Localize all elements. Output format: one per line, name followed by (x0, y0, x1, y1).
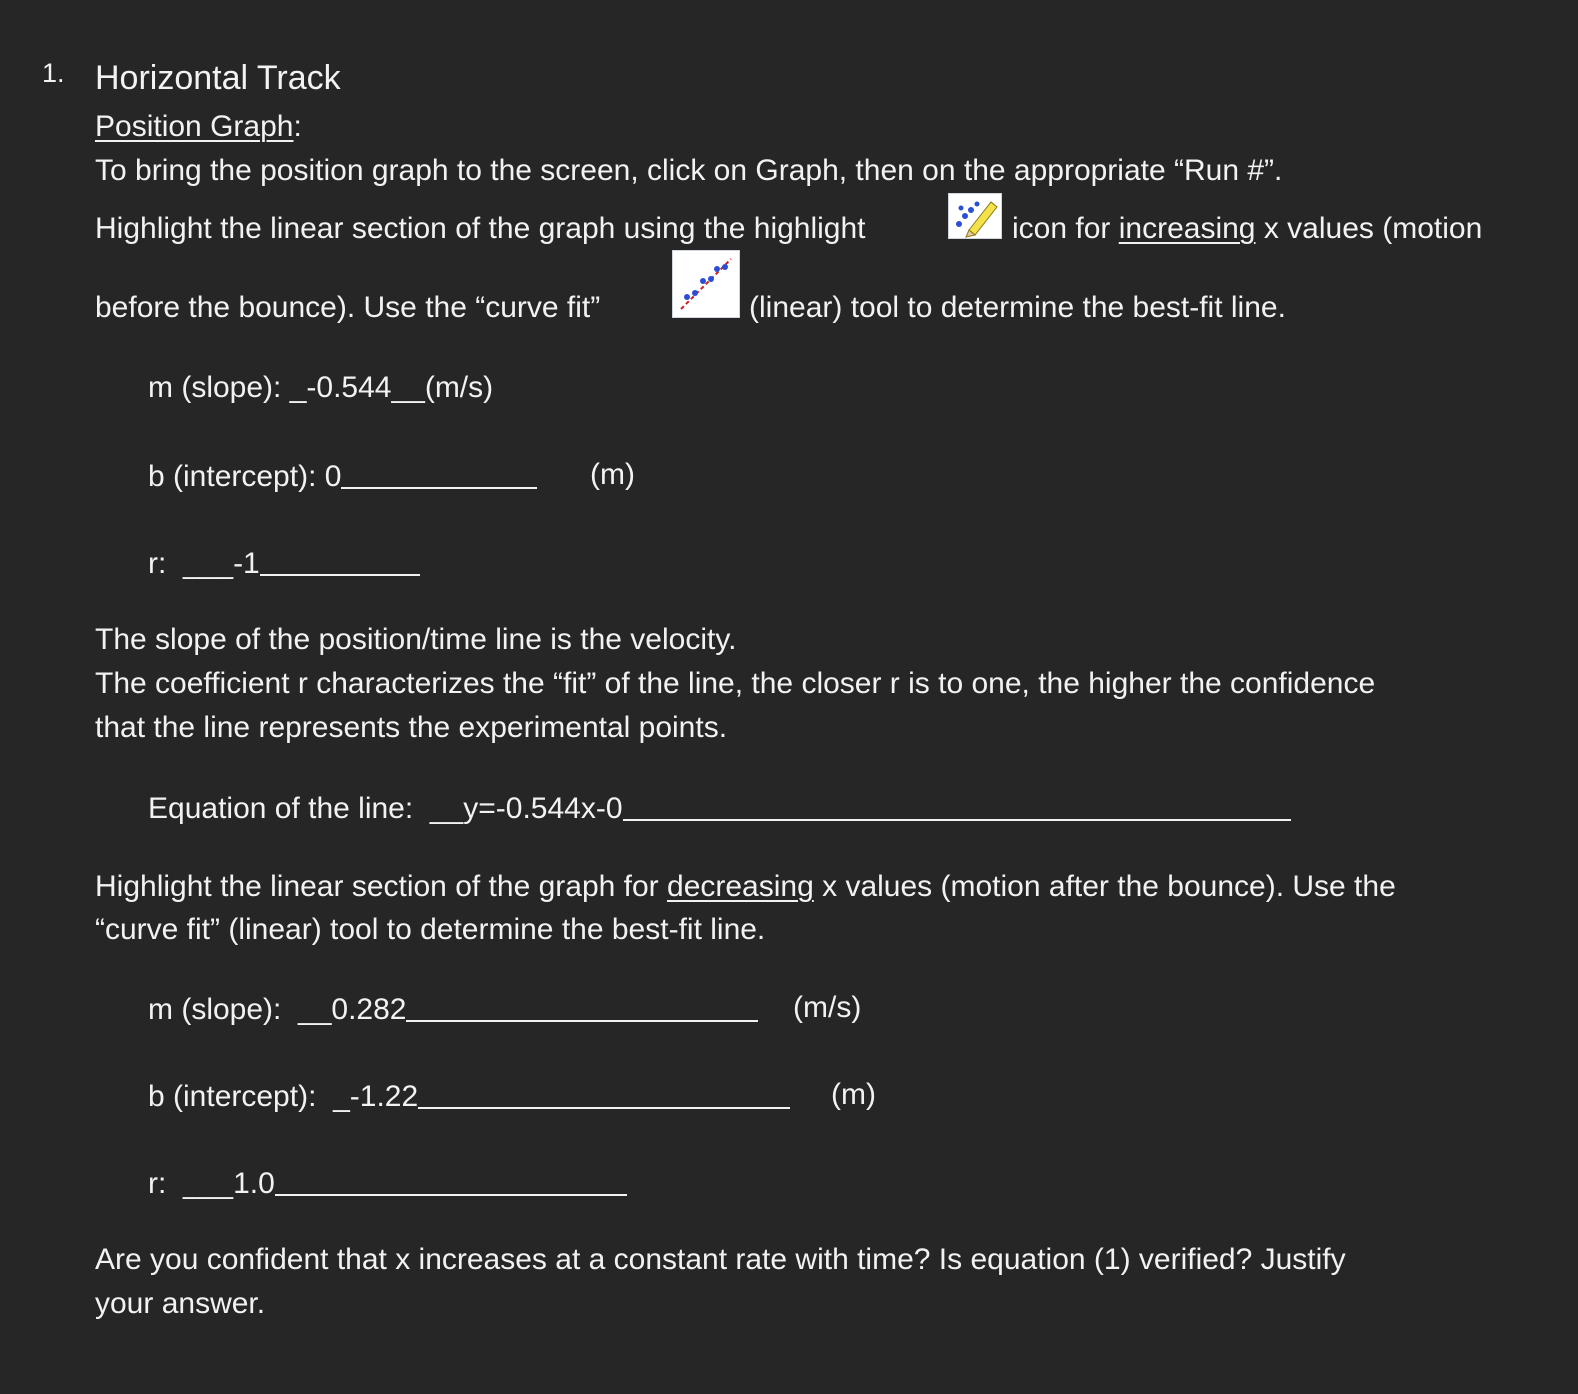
fit2-intercept-blank (418, 1077, 790, 1109)
fit2-r-blank (275, 1164, 627, 1196)
para2-line1: The slope of the position/time line is the velocity. (95, 623, 737, 656)
fit2-intercept-pre: _ (333, 1080, 350, 1113)
fit2-intercept-value: -1.22 (349, 1080, 419, 1113)
fit1-r-pre: ___ (183, 547, 234, 580)
equation-value: y=-0.544x-0 (463, 792, 623, 825)
para1-line3-b: (linear) tool to determine the best-fit line. (749, 291, 1286, 324)
para1-line2-c: x values (motion (1263, 212, 1483, 245)
para1-line3-a: before the bounce). Use the “curve fit” (95, 291, 601, 324)
fit1-r-label: r: (148, 547, 167, 580)
fit2-slope-label: m (slope): (148, 993, 282, 1026)
para1-line1: To bring the position graph to the screen, click on Graph, then on the appropriate “Run #”. (95, 154, 1283, 187)
section-title: Horizontal Track (95, 59, 341, 97)
highlight-pencil-icon (948, 193, 1002, 239)
para1-line2-a: Highlight the linear section of the graph using the highlight (95, 212, 866, 245)
increasing-word: increasing (1118, 212, 1256, 245)
subtitle-colon: : (293, 110, 302, 143)
fit2-slope-unit: (m/s) (793, 991, 862, 1024)
fit2-slope-row (148, 990, 758, 1028)
fit2-slope-pre: __ (298, 993, 332, 1026)
fit2-intercept-unit: (m) (831, 1078, 876, 1111)
subtitle: Position Graph (95, 110, 294, 143)
fit1-slope-value: _-0.544__ (289, 371, 425, 404)
fit2-intercept-row (148, 1077, 790, 1115)
fit2-r-value: 1.0 (233, 1167, 275, 1200)
fit1-slope-row (148, 370, 493, 406)
curve-fit-icon (672, 250, 740, 318)
para3-line1-b: x values (motion after the bounce). Use the (822, 870, 1396, 903)
fit1-r-value: -1 (233, 547, 260, 580)
para3-line1 (95, 869, 1396, 905)
equation-blank (623, 789, 1291, 821)
fit2-intercept-label: b (intercept): (148, 1080, 317, 1113)
fit1-intercept-blank (341, 457, 537, 489)
para1-line2-b: icon for (1012, 212, 1111, 245)
para3-line2: “curve fit” (linear) tool to determine the best-fit line. (95, 913, 766, 946)
fit1-intercept-label: b (intercept): (148, 460, 317, 493)
fit2-r-row (148, 1164, 627, 1202)
fit1-r-blank (260, 544, 420, 576)
para4-line1: Are you confident that x increases at a constant rate with time? Is equation (1) verified? Justify (95, 1243, 1346, 1276)
para4-line2: your answer. (95, 1287, 266, 1320)
para2-line3: that the line represents the experimental points. (95, 711, 728, 744)
equation-label: Equation of the line: (148, 792, 414, 825)
para1-line2-rest (1012, 211, 1482, 247)
fit1-slope-unit: (m/s) (424, 371, 494, 404)
subtitle-line (95, 109, 302, 145)
para2-line2: The coefficient r characterizes the “fit” of the line, the closer r is to one, the higher the confidence (95, 667, 1376, 700)
fit1-slope-label: m (slope): (148, 371, 282, 404)
fit1-intercept-row (148, 457, 537, 495)
fit2-r-pre: ___ (183, 1167, 234, 1200)
fit2-slope-blank (406, 990, 758, 1022)
fit1-r-row (148, 544, 420, 582)
equation-row (148, 789, 1291, 827)
fit1-intercept-unit: (m) (590, 458, 635, 491)
equation-pre: __ (429, 792, 464, 825)
decreasing-word: decreasing (667, 870, 814, 903)
fit1-intercept-value: 0 (324, 460, 342, 493)
fit2-r-label: r: (148, 1167, 167, 1200)
fit2-slope-value: 0.282 (331, 993, 407, 1026)
para3-line1-a: Highlight the linear section of the graph for (95, 870, 659, 903)
section-number: 1. (42, 58, 65, 88)
